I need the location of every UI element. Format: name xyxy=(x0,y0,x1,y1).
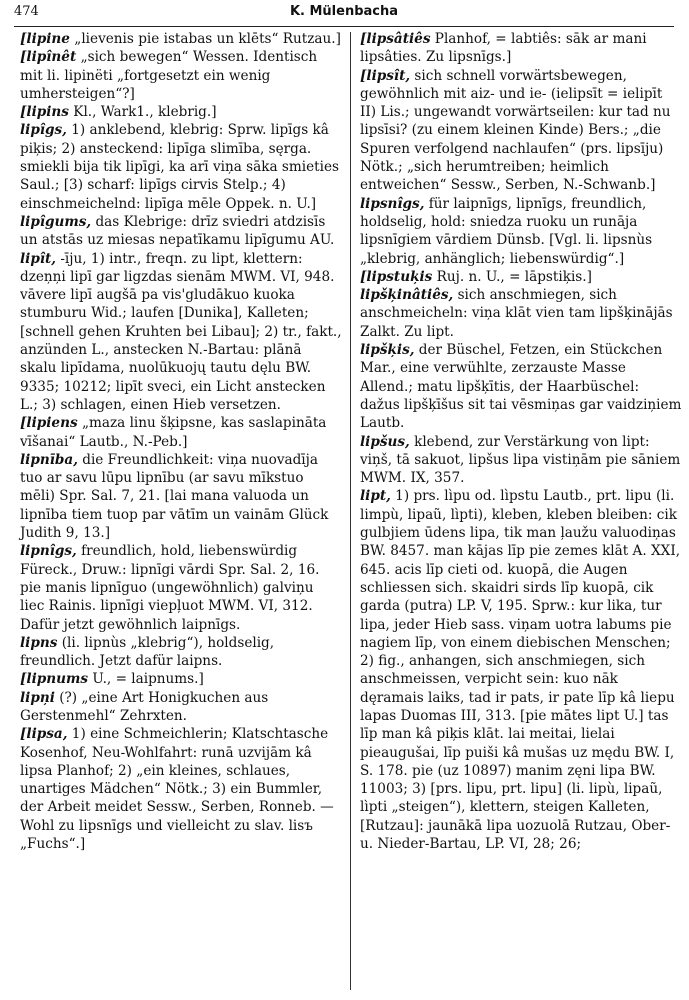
entry-text: (?) „eine Art Honigkuchen aus Gerstenmehl“ Zehrxten. xyxy=(20,689,269,724)
entry-text: 1) prs. lìpu od. lìpstu Lautb., prt. lipu (li. limpù, lipaũ, lìpti), kleben, kleben bleiben: cik gulbjiem ūdens lipa, tik man ļaužu valuodiņas BW. 8457. man kājas līp pie zemes klāt A. XXI, 645. acis līp cieti od. kuopā, die Augen schliessen sich. skaidri sirds līp kuopā, cik garda (putra) LP. V, 195. Sprw.: kur lika, tur lipa, jeder Hieb sass. viņam uotra labums pie nagiem līp, von einem diebischen Menschen; 2) fig., anhangen, sich anschmiegen, sich anschmeissen, verpicht sein: kuo nāk dęramais laiks, tad ir pats, ir pate līp kâ liepu lapas Duomas III, 313. [pie mātes lipt U.] tas līp man kâ piķis klāt. lai meitai, lielai pieaugušai, līp puiši kâ mušas uz mędu BW. I, S. 178. pie (uz 10897) manim zęni lipa BW. 11003; 3) [prs. lipu, prt. lipu] (li. lipù, lipaũ, lìpti „steigen“), klettern, steigen Kalleten, [Rutzau]: jaunākā lipa uozuolā Rutzau, Ober- u. Nieder-Bartau, LP. VI, 28; 26; xyxy=(360,488,681,853)
entry-headword: [lipînêt xyxy=(20,49,77,66)
entry-text: (li. lipnùs „klebrig“), holdselig, freundlich. Jetzt dafür laipns. xyxy=(20,634,275,670)
entry-headword: [lipine xyxy=(20,31,70,47)
dictionary-entry xyxy=(20,121,342,212)
entry-headword: lipšķinâtiês, xyxy=(360,287,454,304)
entry-headword: [lipstuķis xyxy=(360,268,433,285)
entry-text: sich anschmiegen, sich anschmeicheln: viņa klāt vien tam lipšķinājās Zalkt. Zu lipt. xyxy=(360,287,673,340)
entry-headword: lipsnîgs, xyxy=(360,195,425,212)
entry-headword: lipšus, xyxy=(360,433,410,450)
dictionary-entry xyxy=(360,341,682,432)
entry-headword: [lipnums xyxy=(20,671,89,688)
entry-headword: [lipins xyxy=(20,104,69,121)
entry-headword: lipt, xyxy=(360,488,391,505)
entry-text: klebend, zur Verstärkung von lipt: viņš, tā sakuot, lipšus lipa vistiņām pie sāniem MWM. IX, 357. xyxy=(360,433,681,487)
dictionary-entry xyxy=(360,433,682,488)
dictionary-entry xyxy=(20,250,342,415)
running-title: K. Mülenbacha xyxy=(289,4,399,19)
dictionary-entry xyxy=(360,286,682,341)
entry-text: 1) anklebend, klebrig: Sprw. lipīgs kâ piķis; 2) ansteckend: lipīga slimība, sęrga. smiekli bija tik lipīgi, ka arī viņa sāka smieties Saul.; [3) scharf: lipīgs cirvis Stelp.; 4) einschmeichelnd: lipīga mēle Oppek. n. U.] xyxy=(20,122,339,212)
entry-headword: lipņi xyxy=(20,689,55,706)
entry-text: die Freundlichkeit: viņa nuovadīja tuo ar savu lūpu lipnību (ar savu mīkstuo mēli) Spr. Sal. 7, 21. [lai mana valuoda un lipnība tiem tuop par vātīm un vainām Glück Judith 9, 13.] xyxy=(20,451,329,542)
dictionary-entry xyxy=(360,195,682,268)
dictionary-entry xyxy=(20,689,342,726)
dictionary-entry xyxy=(20,542,342,633)
entry-headword: lipîgums, xyxy=(20,213,92,230)
entry-text: 1) eine Schmeichlerin; Klatschtasche Kosenhof, Neu-Wohlfahrt: runā uzvijām kâ lipsa Planhof; 2) „ein kleines, schlaues, unartiges Mädchen“ Nötk.; 3) ein Bummler, der Arbeit meidet Sessw., Serben, Ronneb. — Wohl zu lipsnīgs und vielleicht zu slav. lisъ „Fuchs“.] xyxy=(20,726,334,853)
entry-headword: [lipsît, xyxy=(360,67,411,84)
dictionary-entry xyxy=(20,213,342,250)
entry-text: „maza linu šķipsne, kas saslapināta vīšanai“ Lautb., N.-Peb.] xyxy=(20,415,327,450)
entry-text: der Büschel, Fetzen, ein Stückchen Mar., eine verwühlte, zerzauste Masse Allend.; matu lipšķītis, der Haarbüschel: dažus lipšķīšus sit tai vēsmiņas gar vaidziņiem Lautb. xyxy=(360,342,682,432)
entry-text: für laipnīgs, lipnīgs, freundlich, holdselig, hold: sniedza ruoku un runāja lipsnīgiem vārdiem Dünsb. [Vgl. li. lipsnùs „klebrig, anhänglich; liebenswürdig“.] xyxy=(360,195,653,267)
entry-text: „lievenis pie istabas un klēts“ Rutzau.] xyxy=(69,31,341,47)
dictionary-entry xyxy=(20,48,342,103)
page-header xyxy=(14,4,674,27)
dictionary-entry xyxy=(360,268,682,286)
left-column xyxy=(20,30,342,853)
entry-headword: lipîgs, xyxy=(20,122,67,139)
entry-headword: [lipsâtiês xyxy=(360,31,431,47)
entry-text: -īju, 1) intr., freqn. zu lipt, klettern: dzeņņi lipī gar ligzdas sienām MWM. VI, 948. vāvere lipī augšā pa vis'gludākuo kuoka stumburu Wid.; laufen [Dunika], Kalleten; [schnell gehen Kruhten bei Libau]; 2) tr., fakt., anzünden L., anstecken N.-Bartau: plānā skalu lipīdama, nuolūkuojų tautu dęlu BW. 9335; 10212; lipīt sveci, ein Licht anstecken L.; 3) schlagen, einen Hieb versetzen. xyxy=(20,250,342,413)
dictionary-entry xyxy=(20,451,342,542)
entry-text: sich schnell vorwärtsbewegen, gewöhnlich mit aiz- und ie- (ielipsīt = ielipīt II) Lis.; ungewandt vorwärtseilen: kur tad nu lipsīsi? (zu einem kleinen Kinde) Bers.; „die Spuren verfolgend nachlaufen“ (prs. lipsīju) Nötk.; „sich herumtreiben; heimlich entweichen“ Sessw., Serben, N.-Schwanb.] xyxy=(360,67,671,194)
entry-text: Kl., Wark1., klebrig.] xyxy=(68,104,217,121)
dictionary-entry xyxy=(360,487,682,853)
dictionary-entry xyxy=(20,670,342,688)
dictionary-entry xyxy=(20,634,342,671)
dictionary-entry xyxy=(20,30,342,48)
entry-headword: lipns xyxy=(20,634,58,651)
dictionary-entry xyxy=(360,30,682,67)
dictionary-entry xyxy=(20,414,342,451)
dictionary-entry xyxy=(360,67,682,195)
entry-text: U., = laipnums.] xyxy=(88,671,204,688)
entry-headword: [lipiens xyxy=(20,415,78,432)
entry-text: das Klebrige: drīz sviedri atdzisīs un atstās uz miesas nepatīkamu lipīgumu AU. xyxy=(20,213,335,249)
entry-headword: lipnība, xyxy=(20,451,78,468)
entry-text: freundlich, hold, liebenswürdig Füreck., Druw.: lipnīgi vārdi Spr. Sal. 2, 16. pie manis lipnīguo (ungewöhnlich) galviņu liec Rainis. lipnīgi viepļuot MWM. VI, 312. Dafür jetzt gewöhnlich laipnīgs. xyxy=(20,543,320,633)
dictionary-entry xyxy=(20,725,342,853)
page-number: 474 xyxy=(14,4,39,19)
entry-text: Ruj. n. U., = lāpstiķis.] xyxy=(432,268,592,285)
entry-text: Planhof, = labtiês: sāk ar mani lipsâties. Zu lipsnīgs.] xyxy=(360,31,647,66)
right-column xyxy=(360,30,682,853)
entry-text: „sich bewegen“ Wessen. Identisch mit li. lipinëti „fortgesetzt ein wenig umhersteigen“?] xyxy=(20,49,318,102)
dictionary-entry xyxy=(20,103,342,121)
entry-headword: lipît, xyxy=(20,250,57,267)
entry-headword: [lipsa, xyxy=(20,726,68,743)
entry-headword: lipšķis, xyxy=(360,342,415,359)
entry-headword: lipnîgs, xyxy=(20,543,77,560)
column-divider xyxy=(350,32,351,990)
